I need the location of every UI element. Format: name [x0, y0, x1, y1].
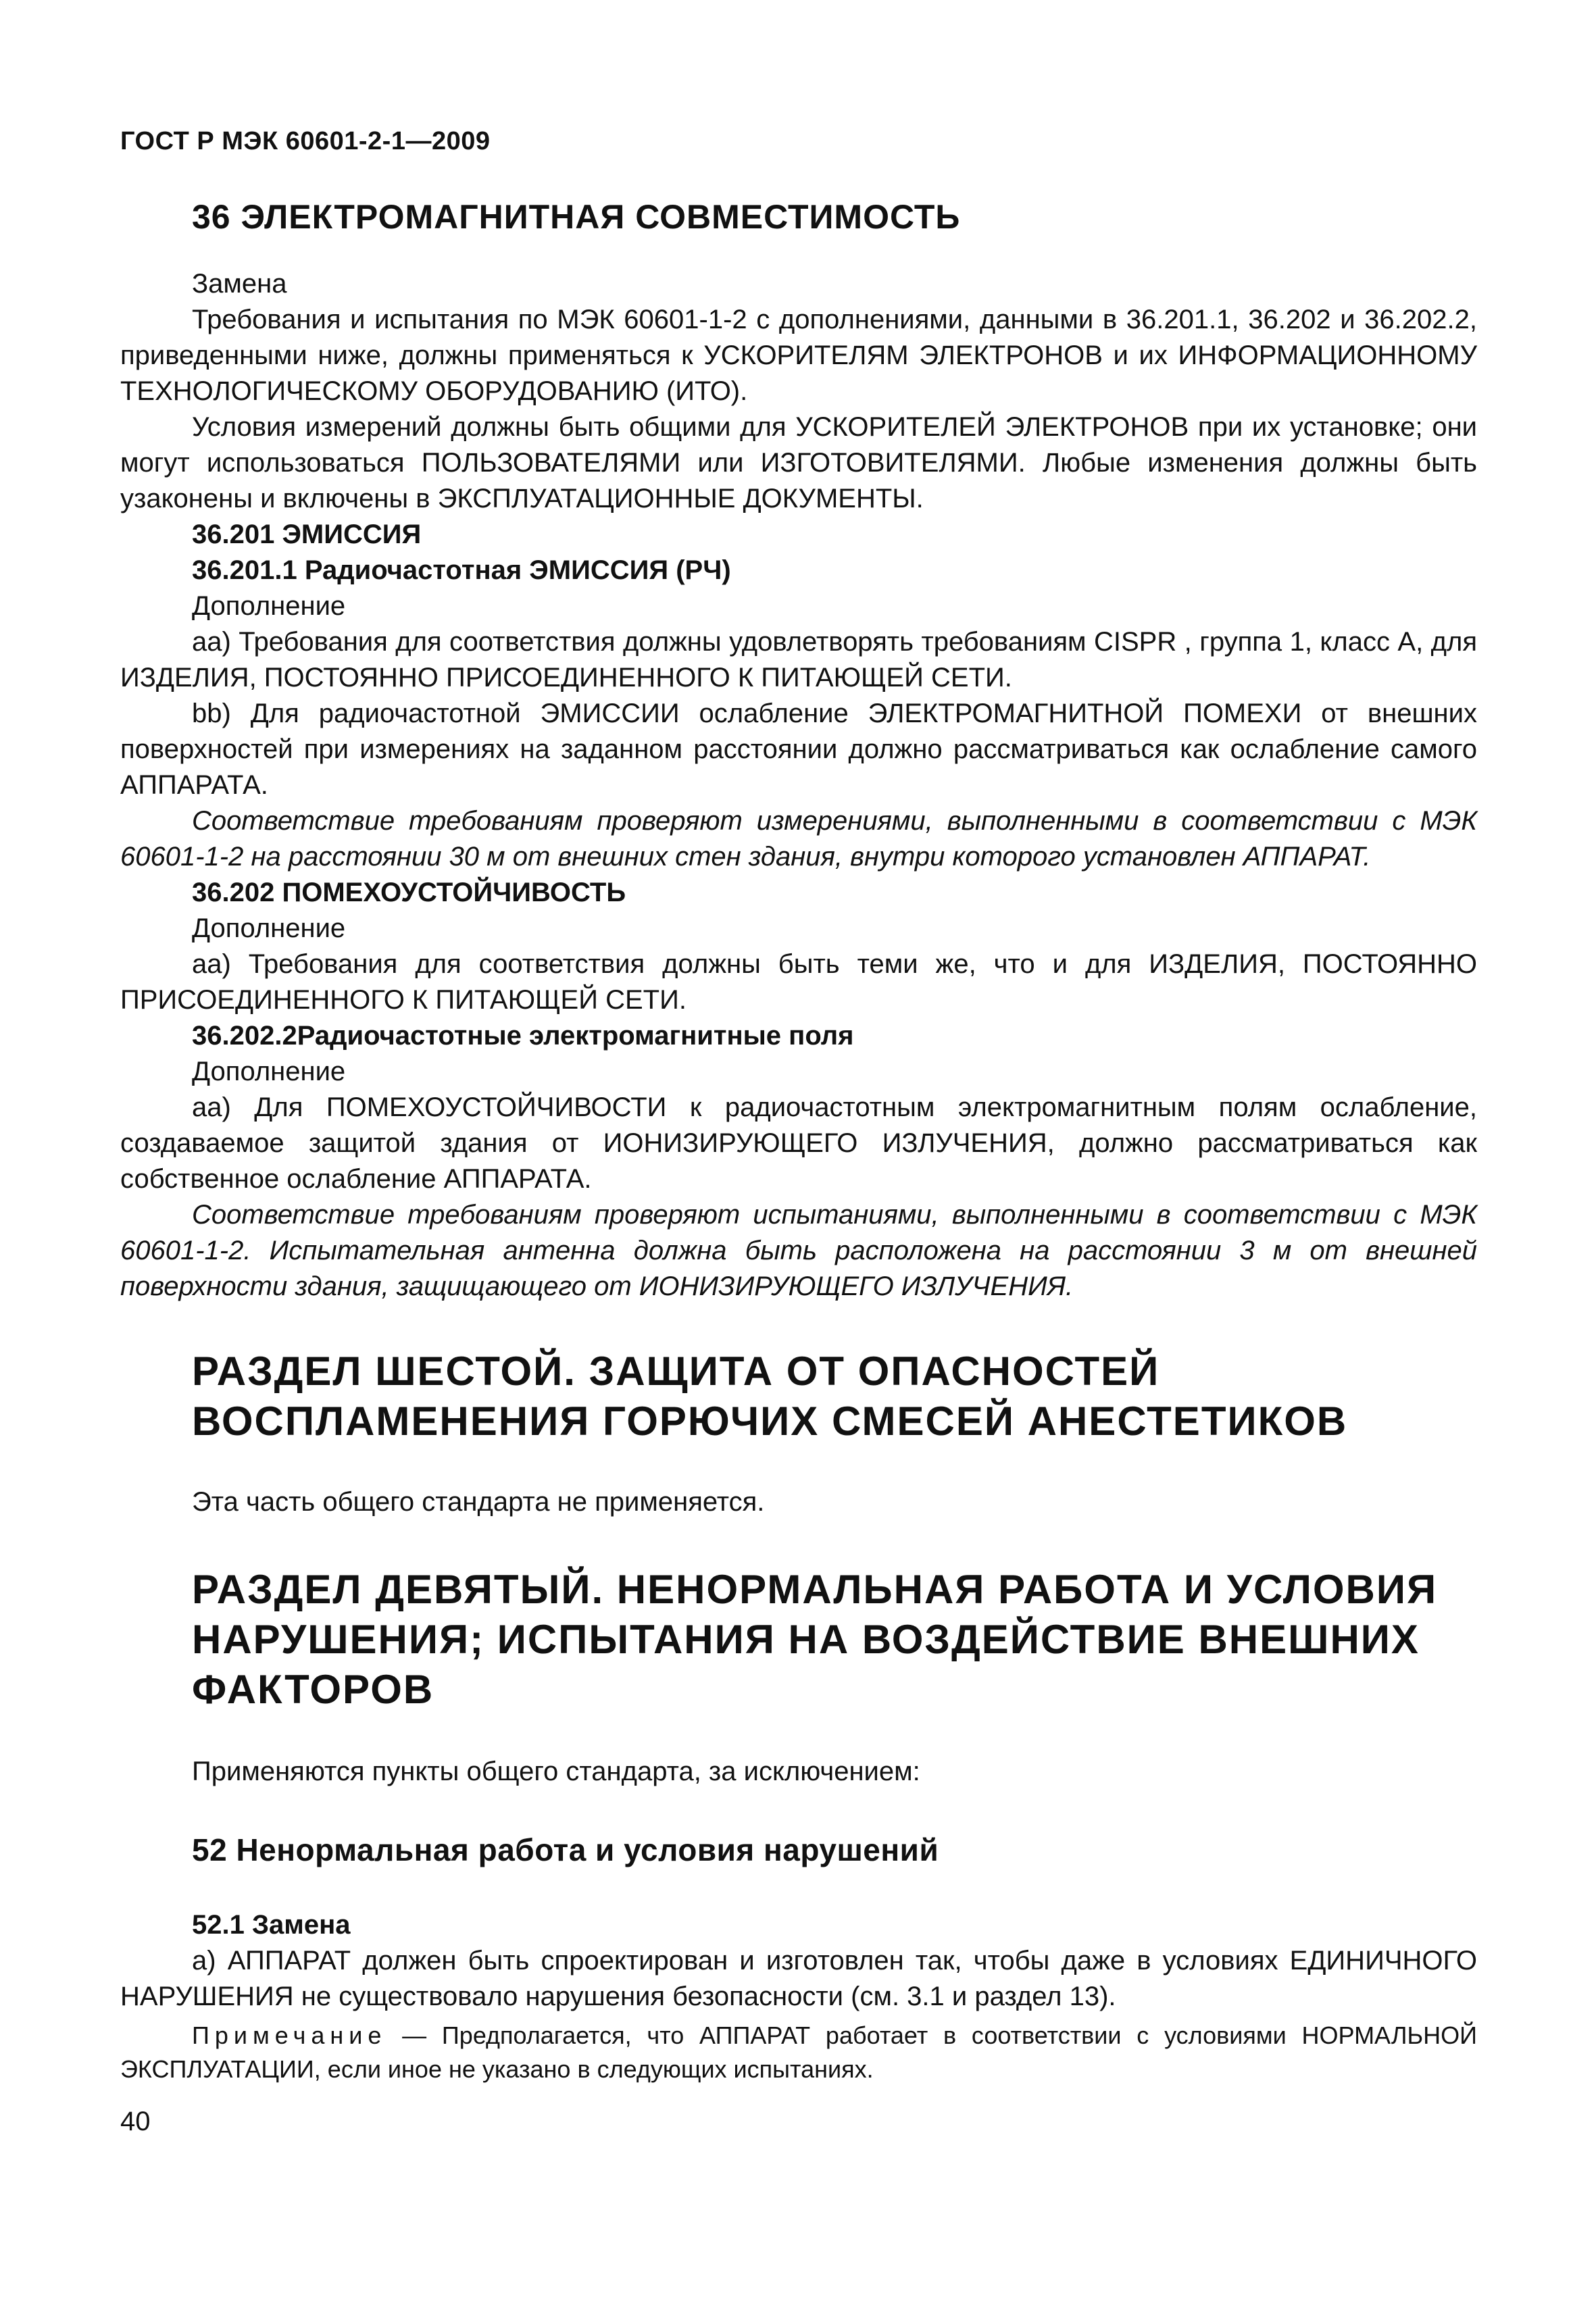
clause-36-201-1-addition: Дополнение [192, 591, 346, 621]
note-text: — Предполагается, что АППАРАТ работает в соответствии с условиями НОРМАЛЬНОЙ ЭКСПЛУАТАЦИИ, если иное не указано в следующих испытаниях. [120, 2021, 1477, 2083]
clause-36-201-1-item-bb: bb) Для радиочастотной ЭМИССИИ ослабление ЭЛЕКТРОМАГНИТНОЙ ПОМЕХИ от внешних поверхностей при измерениях на заданном расстоянии должно рассматриваться как ослабление самого АППАРАТА. [120, 699, 1477, 800]
clause-36-201-1-heading: 36.201.1 Радиочастотная ЭМИССИЯ (РЧ) [192, 555, 731, 585]
clause-36-202-2-item-aa: аа) Для ПОМЕХОУСТОЙЧИВОСТИ к радиочастотным электромагнитным полям ослабление, создаваемое защитой здания от ИОНИЗИРУЮЩЕГО ИЗЛУЧЕНИЯ, должно рассматриваться как собственное ослабление АППАРАТА. [120, 1092, 1477, 1194]
section-36-paragraph-2: Условия измерений должны быть общими для УСКОРИТЕЛЕЙ ЭЛЕКТРОНОВ при их установке; они могут использоваться ПОЛЬЗОВАТЕЛЯМИ или ИЗГОТОВИТЕЛЯМИ. Любые изменения должны быть узаконены и включены в ЭКСПЛУАТАЦИОННЫЕ ДОКУМЕНТЫ. [120, 412, 1477, 513]
clause-52-1-item-a: а) АППАРАТ должен быть спроектирован и изготовлен так, чтобы даже в условиях ЕДИНИЧНОГО НАРУШЕНИЯ не существовало нарушения безопасности (см. 3.1 и раздел 13). [120, 1946, 1477, 2011]
page-content [120, 196, 1477, 2086]
section-36-paragraph-1: Требования и испытания по МЭК 60601-1-2 с дополнениями, данными в 36.201.1, 36.202 и 36.202.2, приведенными ниже, должны применяться к УСКОРИТЕЛЯМ ЭЛЕКТРОНОВ и их ИНФОРМАЦИОННОМУ ТЕХНОЛОГИЧЕСКОМУ ОБОРУДОВАНИЮ (ИТО). [120, 305, 1477, 406]
note-label: Примечание [192, 2021, 387, 2049]
clause-52-1-heading: 52.1 Замена [192, 1910, 351, 1940]
clause-36-202-2-addition: Дополнение [192, 1057, 346, 1086]
section-52-title: 52 Ненормальная работа и условия нарушений [192, 1832, 939, 1867]
clause-36-202-item-aa: аа) Требования для соответствия должны быть теми же, что и для ИЗДЕЛИЯ, ПОСТОЯННО ПРИСОЕДИНЕННОГО К ПИТАЮЩЕЙ СЕТИ. [120, 949, 1477, 1015]
clause-52-1-note [120, 2019, 1477, 2086]
standard-header: ГОСТ Р МЭК 60601-2-1—2009 [120, 127, 491, 155]
clause-36-201-1-compliance: Соответствие требованиям проверяют измерениями, выполненными в соответствии с МЭК 60601-1-2 на расстоянии 30 м от внешних стен здания, внутри которого установлен АППАРАТ. [120, 806, 1477, 872]
clause-36-201-1-item-aa: аа) Требования для соответствия должны удовлетворять требованиям CISPR , группа 1, класс А, для ИЗДЕЛИЯ, ПОСТОЯННО ПРИСОЕДИНЕННОГО К ПИТАЮЩЕЙ СЕТИ. [120, 627, 1477, 693]
part-6-title: РАЗДЕЛ ШЕСТОЙ. ЗАЩИТА ОТ ОПАСНОСТЕЙ ВОСПЛАМЕНЕНИЯ ГОРЮЧИХ СМЕСЕЙ АНЕСТЕТИКОВ [192, 1349, 1348, 1444]
clause-36-202-2-compliance: Соответствие требованиям проверяют испытаниями, выполненными в соответствии с МЭК 60601-1-2. Испытательная антенна должна быть расположена на расстоянии 3 м от внешней поверхности здания, защищающего от ИОНИЗИРУЮЩЕГО ИЗЛУЧЕНИЯ. [120, 1200, 1477, 1301]
section-36-replacement: Замена [192, 269, 287, 299]
part-9-title: РАЗДЕЛ ДЕВЯТЫЙ. НЕНОРМАЛЬНАЯ РАБОТА И УСЛОВИЯ НАРУШЕНИЯ; ИСПЫТАНИЯ НА ВОЗДЕЙСТВИЕ ВНЕШНИХ ФАКТОРОВ [192, 1567, 1438, 1712]
clause-36-202-2-heading: 36.202.2Радиочастотные электромагнитные поля [192, 1021, 854, 1051]
section-36-title: 36 ЭЛЕКТРОМАГНИТНАЯ СОВМЕСТИМОСТЬ [192, 198, 961, 236]
page-number: 40 [120, 2107, 151, 2136]
clause-36-201-heading: 36.201 ЭМИССИЯ [192, 520, 422, 549]
clause-36-202-heading: 36.202 ПОМЕХОУСТОЙЧИВОСТЬ [192, 878, 626, 907]
part-9-text: Применяются пункты общего стандарта, за исключением: [192, 1757, 920, 1786]
clause-36-202-addition: Дополнение [192, 913, 346, 943]
part-6-text: Эта часть общего стандарта не применяется. [192, 1487, 765, 1517]
